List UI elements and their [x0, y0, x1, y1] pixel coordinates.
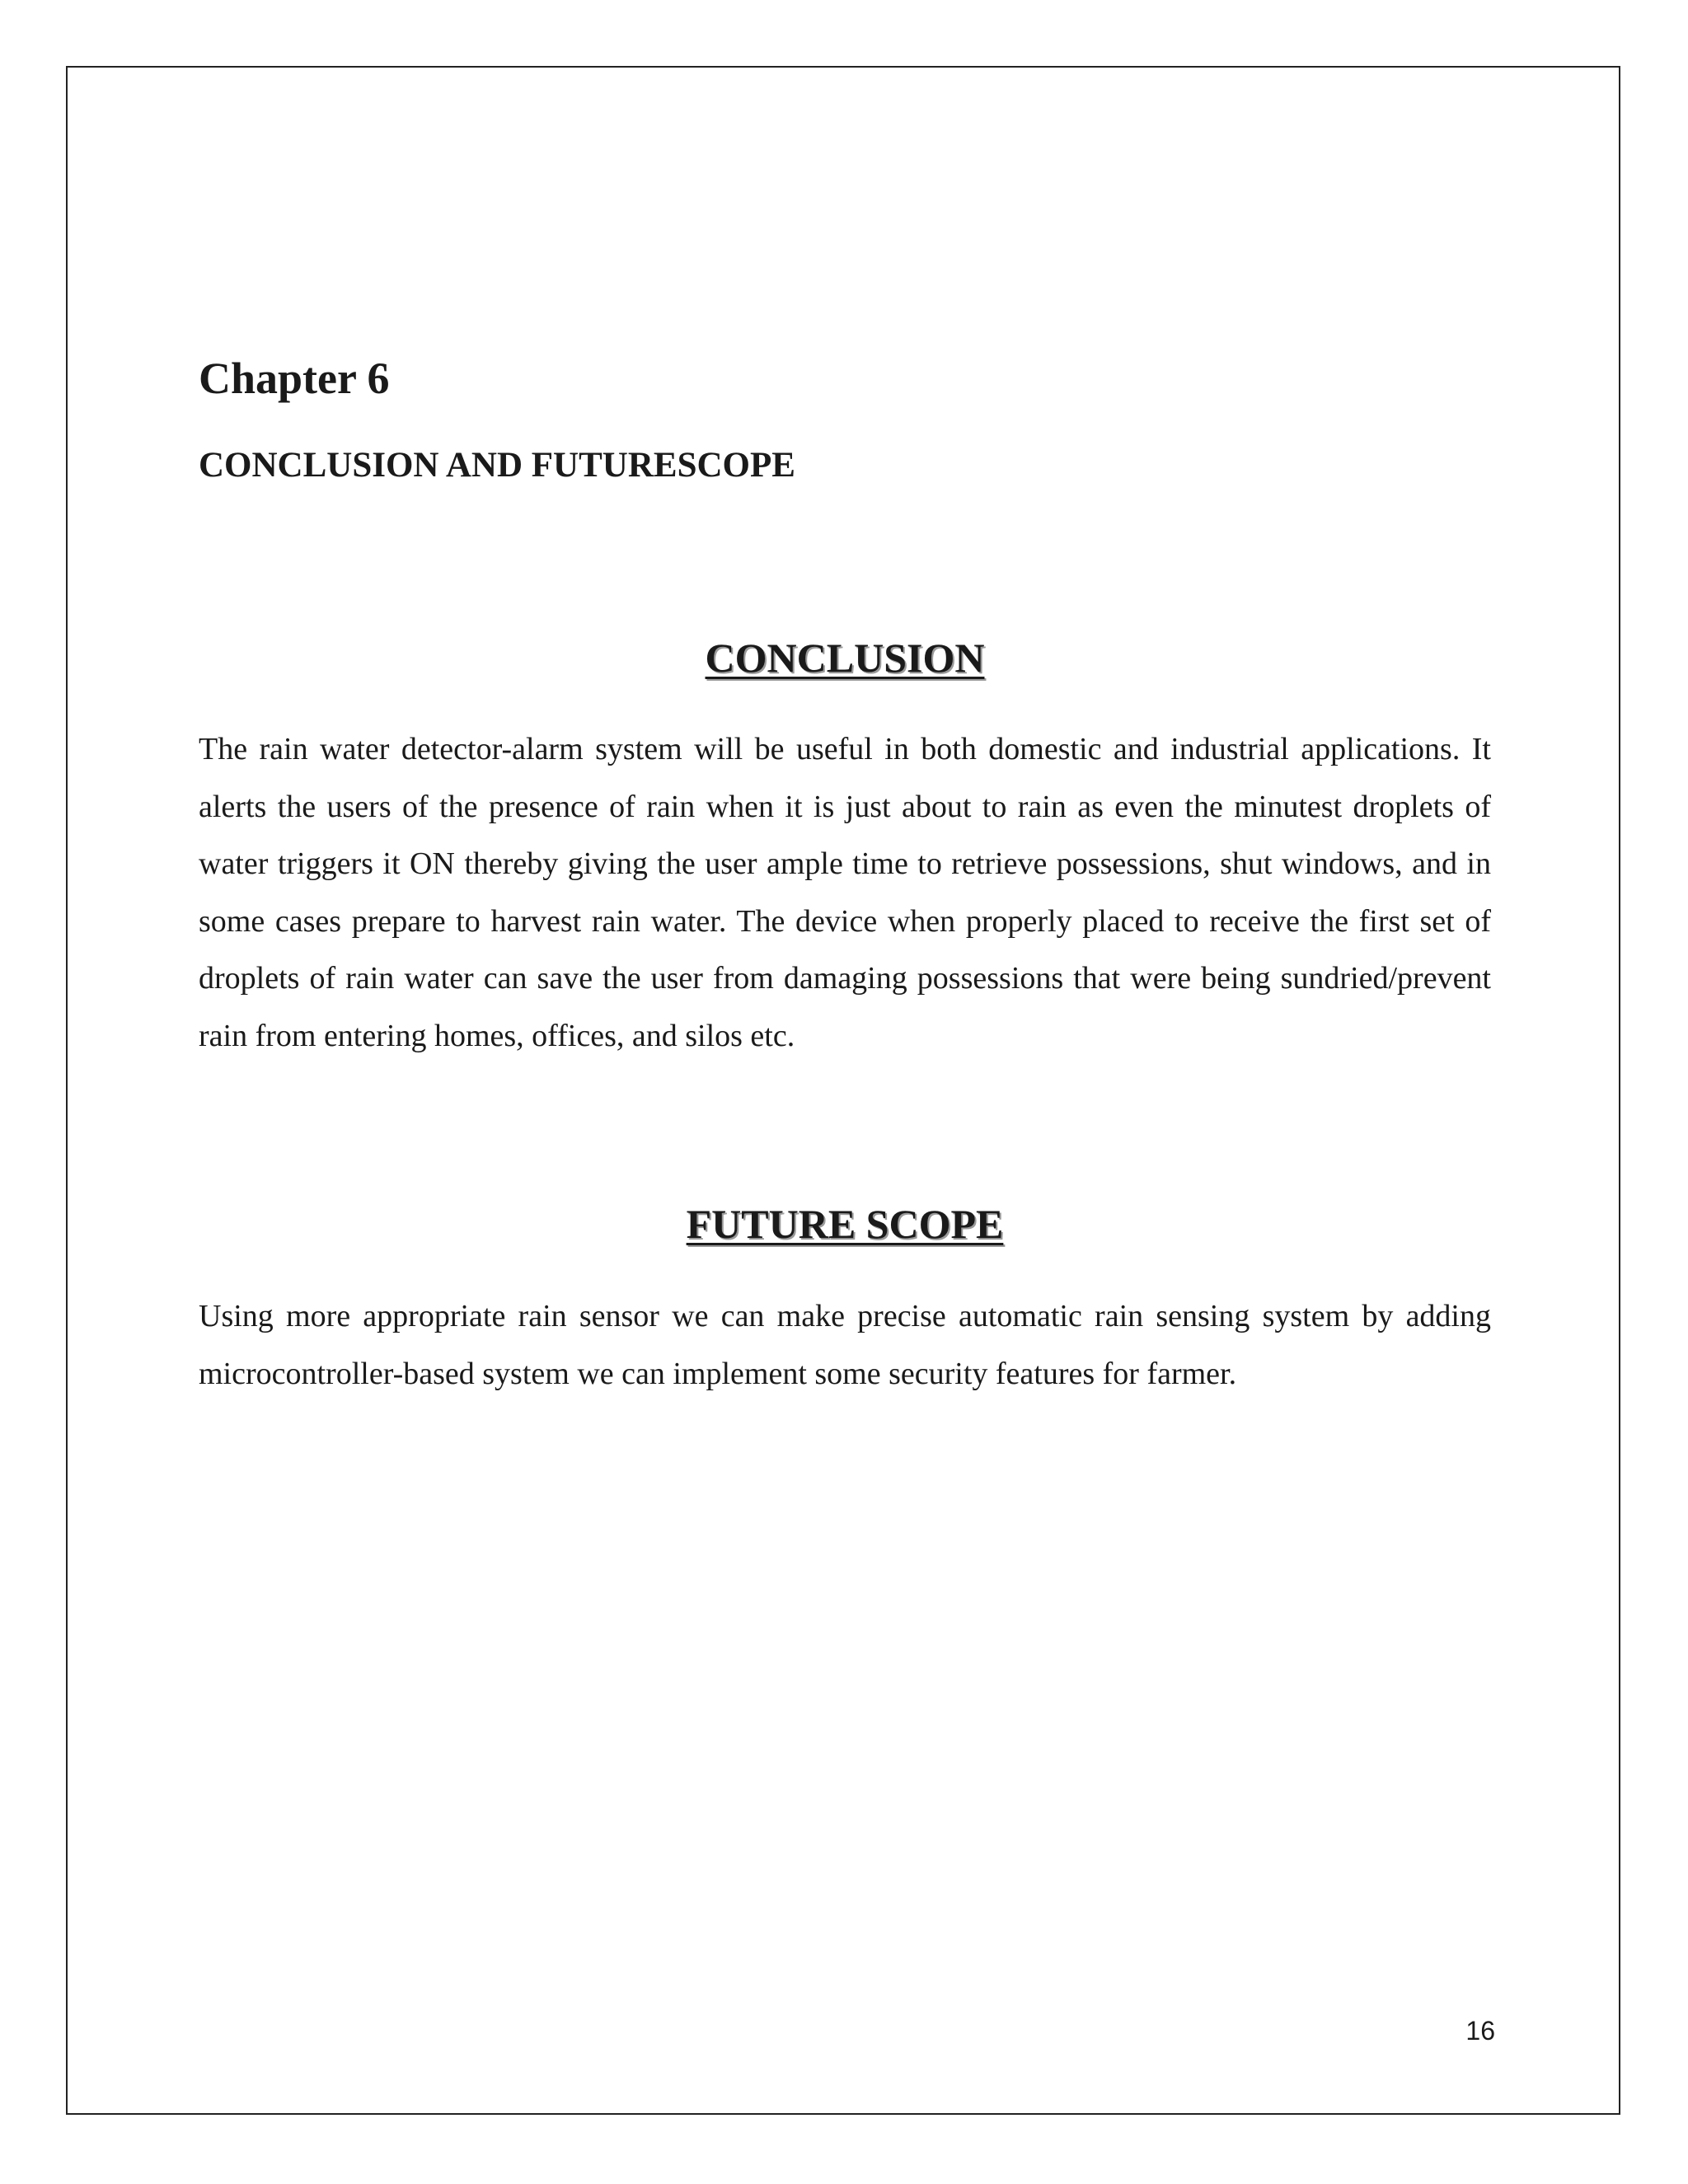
conclusion-heading [199, 635, 1491, 681]
future-scope-heading-text: FUTURE SCOPE [686, 1201, 1004, 1247]
conclusion-paragraph: The rain water detector-alarm system will be useful in both domestic and industrial applications. It alerts the users of the presence of rain when it is just about to rain as even the minutest droplets of water triggers it ON thereby giving the user ample time to retrieve possessions, shut windows, and in some cases prepare to harvest rain water. The device when properly placed to receive the first set of droplets of rain water can save the user from damaging possessions that were being sundried/prevent rain from entering homes, offices, and silos etc. [199, 732, 1491, 1053]
future-scope-paragraph: Using more appropriate rain sensor we can make precise automatic rain sensing system by adding microcontroller-based system we can implement some security features for farmer. [199, 1299, 1491, 1391]
chapter-title: Chapter 6 [199, 354, 390, 403]
future-scope-heading [199, 1201, 1491, 1247]
conclusion-heading-text: CONCLUSION [705, 635, 985, 681]
chapter-subtitle: CONCLUSION AND FUTURESCOPE [199, 446, 795, 485]
page-number: 16 [1465, 2016, 1495, 2046]
